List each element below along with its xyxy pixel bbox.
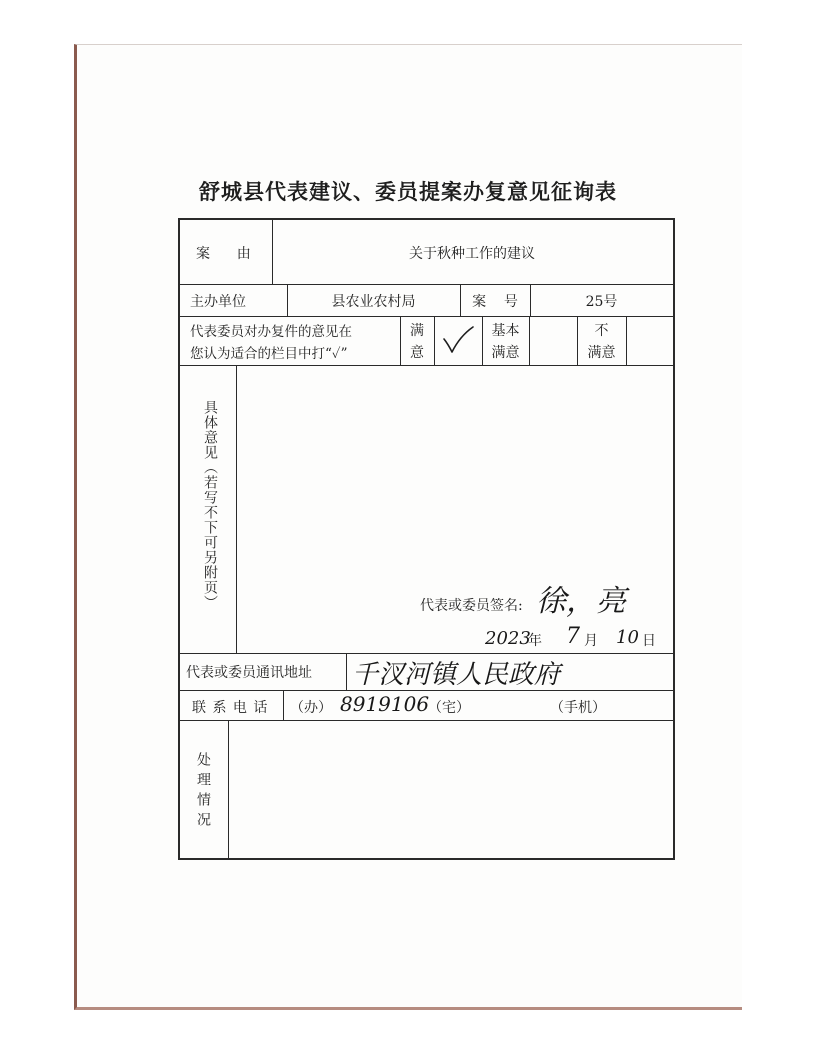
signature-handwritten: 徐，亮 (536, 584, 626, 619)
case-number-value: 25号 (585, 294, 618, 310)
address-handwritten: 千汊河镇人民政府 (352, 660, 561, 690)
basic-satisfied-label-line1: 基本 (491, 323, 520, 339)
satisfied-label-line1: 满 (410, 323, 424, 339)
date-year: 2023 (485, 628, 531, 649)
date-month-unit: 月 (584, 633, 598, 649)
phone-office-label: （办） (290, 700, 332, 716)
feedback-form-table (178, 218, 675, 860)
opinion-prompt-line1: 代表委员对办复件的意见在 (190, 324, 352, 340)
phone-home-label: （宅） (428, 700, 470, 716)
date-month: 7 (566, 624, 580, 649)
host-unit-label: 主办单位 (190, 294, 246, 310)
unsatisfied-label-line1: 不 (594, 323, 609, 339)
host-unit-value: 县农业农村局 (331, 294, 416, 310)
phone-mobile-label: （手机） (550, 700, 606, 716)
case-reason-value: 关于秋种工作的建议 (409, 246, 535, 262)
case-number-label: 案 号 (472, 294, 518, 310)
phone-label: 联 系 电 话 (192, 700, 269, 716)
specific-opinion-label: 具体意见（若写不下可另附页） (202, 400, 218, 610)
satisfied-label-line2: 意 (410, 345, 424, 361)
check-icon (440, 324, 476, 356)
address-label: 代表或委员通讯地址 (186, 665, 312, 681)
case-reason-label: 案 由 (196, 246, 251, 262)
unsatisfied-label-line2: 满意 (587, 345, 616, 361)
signature-label: 代表或委员签名: (420, 598, 523, 614)
handling-label: 处理情况 (195, 752, 211, 832)
basic-satisfied-label-line2: 满意 (491, 345, 520, 361)
date-day: 10 (616, 627, 639, 648)
date-day-unit: 日 (642, 633, 656, 649)
document-title: 舒城县代表建议、委员提案办复意见征询表 (199, 180, 617, 204)
opinion-prompt-line2: 您认为适合的栏目中打“✓” (190, 346, 348, 362)
date-year-unit: 年 (528, 633, 542, 649)
phone-office-handwritten: 8919106 (340, 692, 430, 716)
